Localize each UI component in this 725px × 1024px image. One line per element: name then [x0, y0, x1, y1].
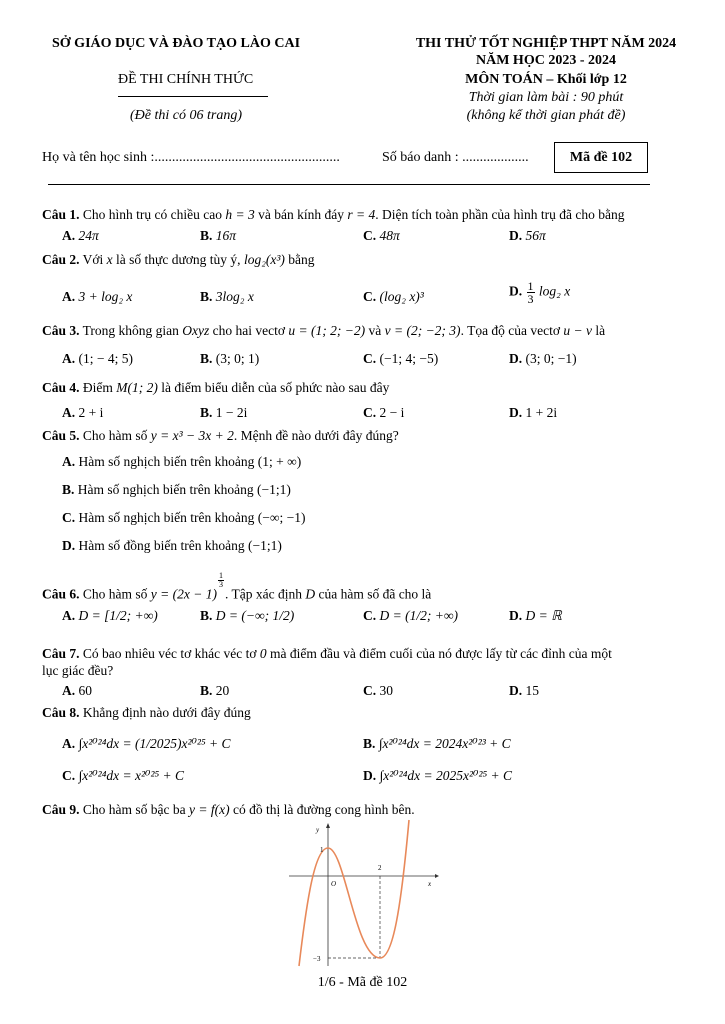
option-label: C.: [363, 289, 377, 304]
question-text: là: [595, 323, 606, 338]
option-label: A.: [62, 351, 76, 366]
question-text: cho hai vectơ: [212, 323, 286, 338]
question-text: Với: [82, 252, 104, 267]
header-rule: [48, 184, 650, 185]
question-text: là số thực dương tùy ý,: [116, 252, 241, 267]
option-label: C.: [363, 351, 377, 366]
x-axis-arrow: [435, 874, 439, 878]
question-text: và bán kính đáy: [258, 207, 344, 222]
question-3: [42, 323, 605, 339]
option-label: B.: [200, 351, 213, 366]
option-label: D.: [509, 351, 523, 366]
origin-label: O: [331, 880, 337, 888]
option-label: B.: [62, 482, 75, 497]
subject: MÔN TOÁN – Khối lớp 12: [465, 72, 627, 87]
option-label: A.: [62, 405, 76, 420]
exam-code: Mã đề 102: [569, 150, 633, 165]
official-exam-label: ĐỀ THI CHÍNH THỨC: [118, 72, 254, 87]
question-text: có đồ thị là đường cong hình bên.: [232, 802, 415, 817]
option-d: [62, 538, 282, 554]
option-a: [62, 351, 133, 367]
option-label: A.: [62, 608, 76, 623]
question-9: [42, 802, 415, 818]
math-expr: x: [106, 252, 113, 267]
option-label: A.: [62, 454, 76, 469]
question-text: . Tập xác định: [224, 586, 302, 602]
option-value: (3; 0; 1): [215, 351, 260, 366]
tick-x-label: 2: [378, 864, 382, 872]
question-7-cont: lục giác đều?: [42, 663, 114, 678]
option-value: 20: [215, 683, 230, 698]
numerator: 1: [527, 279, 534, 293]
option-label: C.: [363, 683, 377, 698]
math-expr: y = x³ − 3x + 2: [150, 428, 234, 443]
option-label: B.: [200, 289, 213, 304]
option-value: 3log₂ x: [215, 289, 254, 304]
option-c: [363, 228, 400, 244]
option-value: (1; − 4; 5): [78, 351, 133, 366]
question-text: Cho hình trụ có chiều cao: [82, 207, 222, 222]
option-value: (1; + ∞): [257, 454, 302, 469]
option-b: [62, 482, 291, 498]
question-text: Cho hàm số: [82, 428, 148, 443]
option-value: 3 + log₂ x: [78, 289, 133, 304]
option-d: [509, 405, 557, 421]
math-expr: v = (2; −2; 3): [384, 323, 461, 338]
question-6: [42, 572, 431, 603]
question-5: [42, 428, 399, 444]
option-value: (−1; 4; −5): [379, 351, 439, 366]
exam-code-box: [554, 142, 648, 173]
option-d: [509, 608, 562, 624]
question-2: [42, 252, 315, 268]
option-value: ∫x²⁰²⁴dx = (1/2025)x²⁰²⁵ + C: [78, 736, 231, 751]
option-value: 48π: [379, 228, 400, 243]
option-value: 15: [525, 683, 539, 698]
option-c: [363, 289, 424, 305]
option-text: Hàm số nghịch biến trên khoảng: [78, 454, 255, 469]
denominator: 3: [527, 292, 534, 306]
option-value: 1 + 2i: [525, 405, 558, 420]
option-c: [363, 683, 393, 699]
math-expr: y = (2x − 1): [150, 586, 217, 602]
option-label: D.: [509, 683, 523, 698]
option-label: D.: [509, 228, 523, 243]
question-text: Điểm: [82, 380, 113, 395]
question-text: Có bao nhiêu véc tơ khác véc tơ: [82, 646, 257, 661]
numerator: 1: [218, 571, 223, 580]
option-value: D = [1/2; +∞): [78, 608, 158, 623]
option-value: 16π: [215, 228, 237, 243]
math-expr: u = (1; 2; −2): [288, 323, 366, 338]
fraction: [527, 280, 535, 305]
option-value: (−1;1): [256, 482, 291, 497]
option-label: D.: [509, 405, 523, 420]
option-label: C.: [363, 228, 377, 243]
option-b: [200, 228, 236, 244]
x-axis-label: x: [428, 880, 432, 888]
question-label: Câu 6.: [42, 586, 80, 602]
option-label: A.: [62, 683, 76, 698]
question-text: . Mệnh đề nào dưới đây đúng?: [233, 428, 399, 443]
cubic-function-graph: [285, 818, 445, 970]
option-value: D = (1/2; +∞): [379, 608, 458, 623]
option-b: [200, 351, 259, 367]
option-text: Hàm số đồng biến trên khoảng: [78, 538, 245, 553]
question-label: Câu 7.: [42, 646, 80, 661]
math-expr: Oxyz: [182, 323, 210, 338]
denominator: 3: [218, 580, 223, 589]
question-text: mà điểm đầu và điểm cuối của nó được lấy từ các đỉnh của một: [270, 646, 612, 661]
option-text: Hàm số nghịch biến trên khoảng: [77, 482, 254, 497]
question-text: của hàm số đã cho là: [318, 586, 432, 602]
question-text: . Tọa độ của vectơ: [460, 323, 561, 338]
option-label: D.: [509, 608, 523, 623]
option-value: ∫x²⁰²⁴dx = x²⁰²⁵ + C: [78, 768, 185, 783]
math-expr: 0: [259, 646, 267, 661]
option-a: [62, 289, 132, 305]
option-label: B.: [363, 736, 376, 751]
option-a: [62, 608, 158, 624]
divider: [118, 96, 268, 97]
option-a: [62, 683, 92, 699]
math-expr: y = f(x): [189, 802, 230, 817]
question-1: [42, 207, 625, 223]
option-value: 1 − 2i: [215, 405, 248, 420]
option-text: Hàm số nghịch biến trên khoảng: [78, 510, 255, 525]
option-b: [200, 683, 229, 699]
question-text: Cho hàm số bậc ba: [82, 802, 186, 817]
y-axis-label: y: [316, 826, 320, 834]
y-axis-arrow: [326, 823, 330, 828]
option-b: [200, 405, 247, 421]
time-note: (không kể thời gian phát đề): [466, 108, 626, 123]
option-label: C.: [363, 608, 377, 623]
tick-y-bottom-label: −3: [313, 955, 321, 963]
option-value: 60: [78, 683, 92, 698]
question-text: bằng: [288, 252, 315, 267]
page-count: (Đề thi có 06 trang): [130, 108, 242, 123]
school-year: NĂM HỌC 2023 - 2024: [476, 53, 616, 68]
option-label: C.: [62, 768, 76, 783]
option-label: A.: [62, 228, 76, 243]
question-text: và: [368, 323, 382, 338]
option-label: D.: [509, 283, 523, 299]
option-value: 2 + i: [78, 405, 104, 420]
option-label: D.: [363, 768, 377, 783]
option-d: [509, 683, 539, 699]
question-label: Câu 5.: [42, 428, 80, 443]
question-label: Câu 4.: [42, 380, 80, 395]
option-b: [200, 608, 294, 624]
option-c: [62, 768, 184, 784]
question-4: [42, 380, 389, 396]
option-b: [363, 736, 511, 752]
math-expr: log₂(x³): [243, 252, 285, 267]
option-label: B.: [200, 405, 213, 420]
page-footer: 1/6 - Mã đề 102: [317, 975, 408, 990]
option-label: C.: [363, 405, 377, 420]
option-a: [62, 736, 231, 752]
question-text: Cho hàm số: [82, 586, 148, 602]
option-value: (log₂ x)³: [379, 289, 424, 304]
option-value: 24π: [78, 228, 99, 243]
option-label: D.: [62, 538, 76, 553]
option-a: [62, 405, 103, 421]
department-name: SỞ GIÁO DỤC VÀ ĐÀO TẠO LÀO CAI: [52, 36, 301, 51]
tick-y-top-label: 1: [320, 846, 324, 854]
question-text: là điểm biểu diễn của số phức nào sau đây: [161, 380, 390, 395]
student-name-field: Họ và tên học sinh :.....................................................: [42, 150, 340, 165]
option-label: B.: [200, 683, 213, 698]
exponent-fraction: [218, 572, 224, 589]
option-value: 30: [379, 683, 393, 698]
option-c: [363, 405, 404, 421]
option-value: ∫x²⁰²⁴dx = 2024x²⁰²³ + C: [378, 736, 511, 751]
question-7: [42, 646, 612, 662]
option-label: A.: [62, 289, 76, 304]
option-c: [363, 608, 458, 624]
question-label: Câu 3.: [42, 323, 80, 338]
time-limit: Thời gian làm bài : 90 phút: [468, 90, 624, 105]
question-text: Trong không gian: [82, 323, 179, 338]
question-label: Câu 8.: [42, 705, 80, 720]
option-label: B.: [200, 228, 213, 243]
math-expr: M(1; 2): [116, 380, 158, 395]
math-expr: D: [305, 586, 316, 602]
option-value: 2 − i: [379, 405, 405, 420]
option-label: B.: [200, 608, 213, 623]
option-value: (−1;1): [247, 538, 282, 553]
option-d: [509, 351, 577, 367]
question-text: . Diện tích toàn phần của hình trụ đã cho bằng: [375, 207, 625, 222]
option-c: [363, 351, 438, 367]
option-value: (3; 0; −1): [525, 351, 577, 366]
math-expr: u − v: [563, 323, 593, 338]
option-d: [363, 768, 512, 784]
question-text: Khẳng định nào dưới đây đúng: [82, 705, 251, 720]
question-label: Câu 1.: [42, 207, 80, 222]
option-label: C.: [62, 510, 76, 525]
cubic-curve: [299, 820, 409, 966]
option-value: 56π: [525, 228, 546, 243]
option-a: [62, 228, 99, 244]
option-value: ∫x²⁰²⁴dx = 2025x²⁰²⁵ + C: [379, 768, 513, 783]
option-c: [62, 510, 305, 526]
option-d: [509, 280, 570, 305]
math-expr: h = 3: [225, 207, 255, 222]
exam-title: THI THỬ TỐT NGHIỆP THPT NĂM 2024: [415, 36, 677, 51]
option-a: [62, 454, 301, 470]
question-8: [42, 705, 251, 721]
candidate-number-field: Số báo danh : ...................: [382, 150, 529, 165]
option-label: A.: [62, 736, 76, 751]
option-b: [200, 289, 254, 305]
option-value: D = (−∞; 1/2): [215, 608, 295, 623]
question-label: Câu 2.: [42, 252, 80, 267]
question-label: Câu 9.: [42, 802, 80, 817]
option-value: D = ℝ: [525, 608, 562, 623]
option-value: log₂ x: [538, 283, 571, 299]
option-d: [509, 228, 546, 244]
math-expr: r = 4: [347, 207, 376, 222]
option-value: (−∞; −1): [257, 510, 306, 525]
